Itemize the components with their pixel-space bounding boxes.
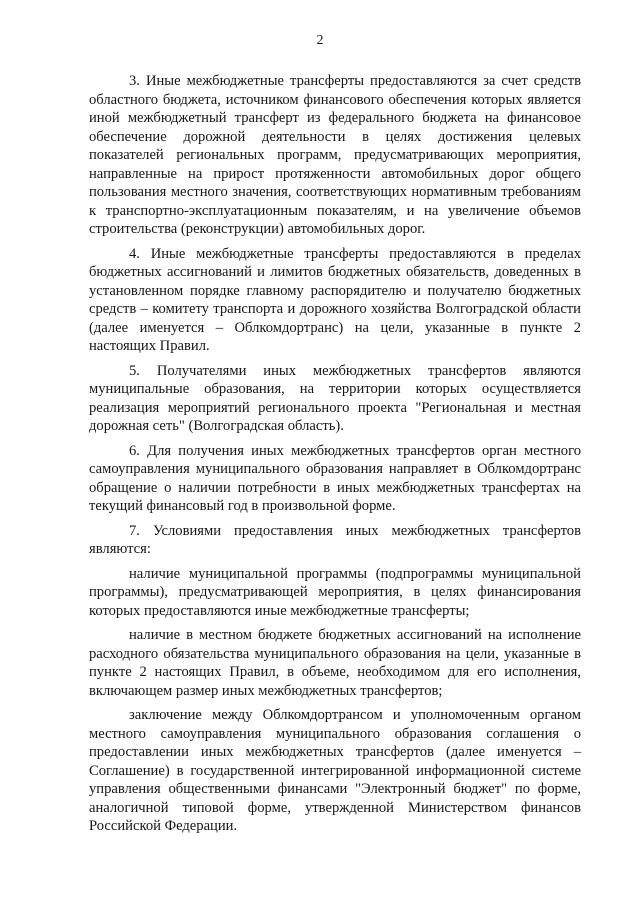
paragraph-7: 7. Условиями предоставления иных межбюджетных трансфертов являются: [89,522,581,557]
paragraph-5: 5. Получателями иных межбюджетных трансфертов являются муниципальные образования, на территории которых осуществляется реализация мероприятий регионального проекта "Региональная и местная дорожная сеть" (Волгоградская область). [89,362,581,434]
document-body [89,72,581,836]
paragraph-3: 3. Иные межбюджетные трансферты предоставляются за счет средств областного бюджета, источником финансового обеспечения которых является иной межбюджетный трансферт из федерального бюджета на финансовое обеспечение дорожной деятельности в целях достижения целевых показателей региональных программ, предусматривающих мероприятия, направленные на прирост протяженности автомобильных дорог общего пользования местного значения, соответствующих нормативным требованиям к транспортно-эксплуатационным показателям, и на увеличение объемов строительства (реконструкции) автомобильных дорог. [89,73,581,237]
condition-agreement: заключение между Облкомдортрансом и уполномоченным органом местного самоуправления муниципального образования соглашения о предоставлении иных межбюджетных трансфертов (далее именуется – Соглашение) в государственной интегрированной информационной системе управления общественными финансами "Электронный бюджет" по форме, аналогичной типовой форме, утвержденной Министерством финансов Российской Федерации. [89,707,581,834]
paragraph-4: 4. Иные межбюджетные трансферты предоставляются в пределах бюджетных ассигнований и лимитов бюджетных обязательств, доведенных в установленном порядке главному распорядителю и получателю бюджетных средств – комитету транспорта и дорожного хозяйства Волгоградской области (далее именуется – Облкомдортранс) на цели, указанные в пункте 2 настоящих Правил. [89,245,581,354]
condition-budget-allocations: наличие в местном бюджете бюджетных ассигнований на исполнение расходного обязательства муниципального образования на цели, указанные в пункте 2 настоящих Правил, в объеме, необходимом для его исполнения, включающем размер иных межбюджетных трансфертов; [89,627,581,699]
page-number: 2 [316,33,324,48]
paragraph-6: 6. Для получения иных межбюджетных трансфертов орган местного самоуправления муниципального образования направляет в Облкомдортранс обращение о наличии потребности в иных межбюджетных трансфертах на текущий финансовый год в произвольной форме. [89,442,581,514]
condition-municipal-program: наличие муниципальной программы (подпрограммы муниципальной программы), предусматривающей мероприятия, в целях финансирования которых предоставляются иные межбюджетные трансферты; [89,565,581,619]
